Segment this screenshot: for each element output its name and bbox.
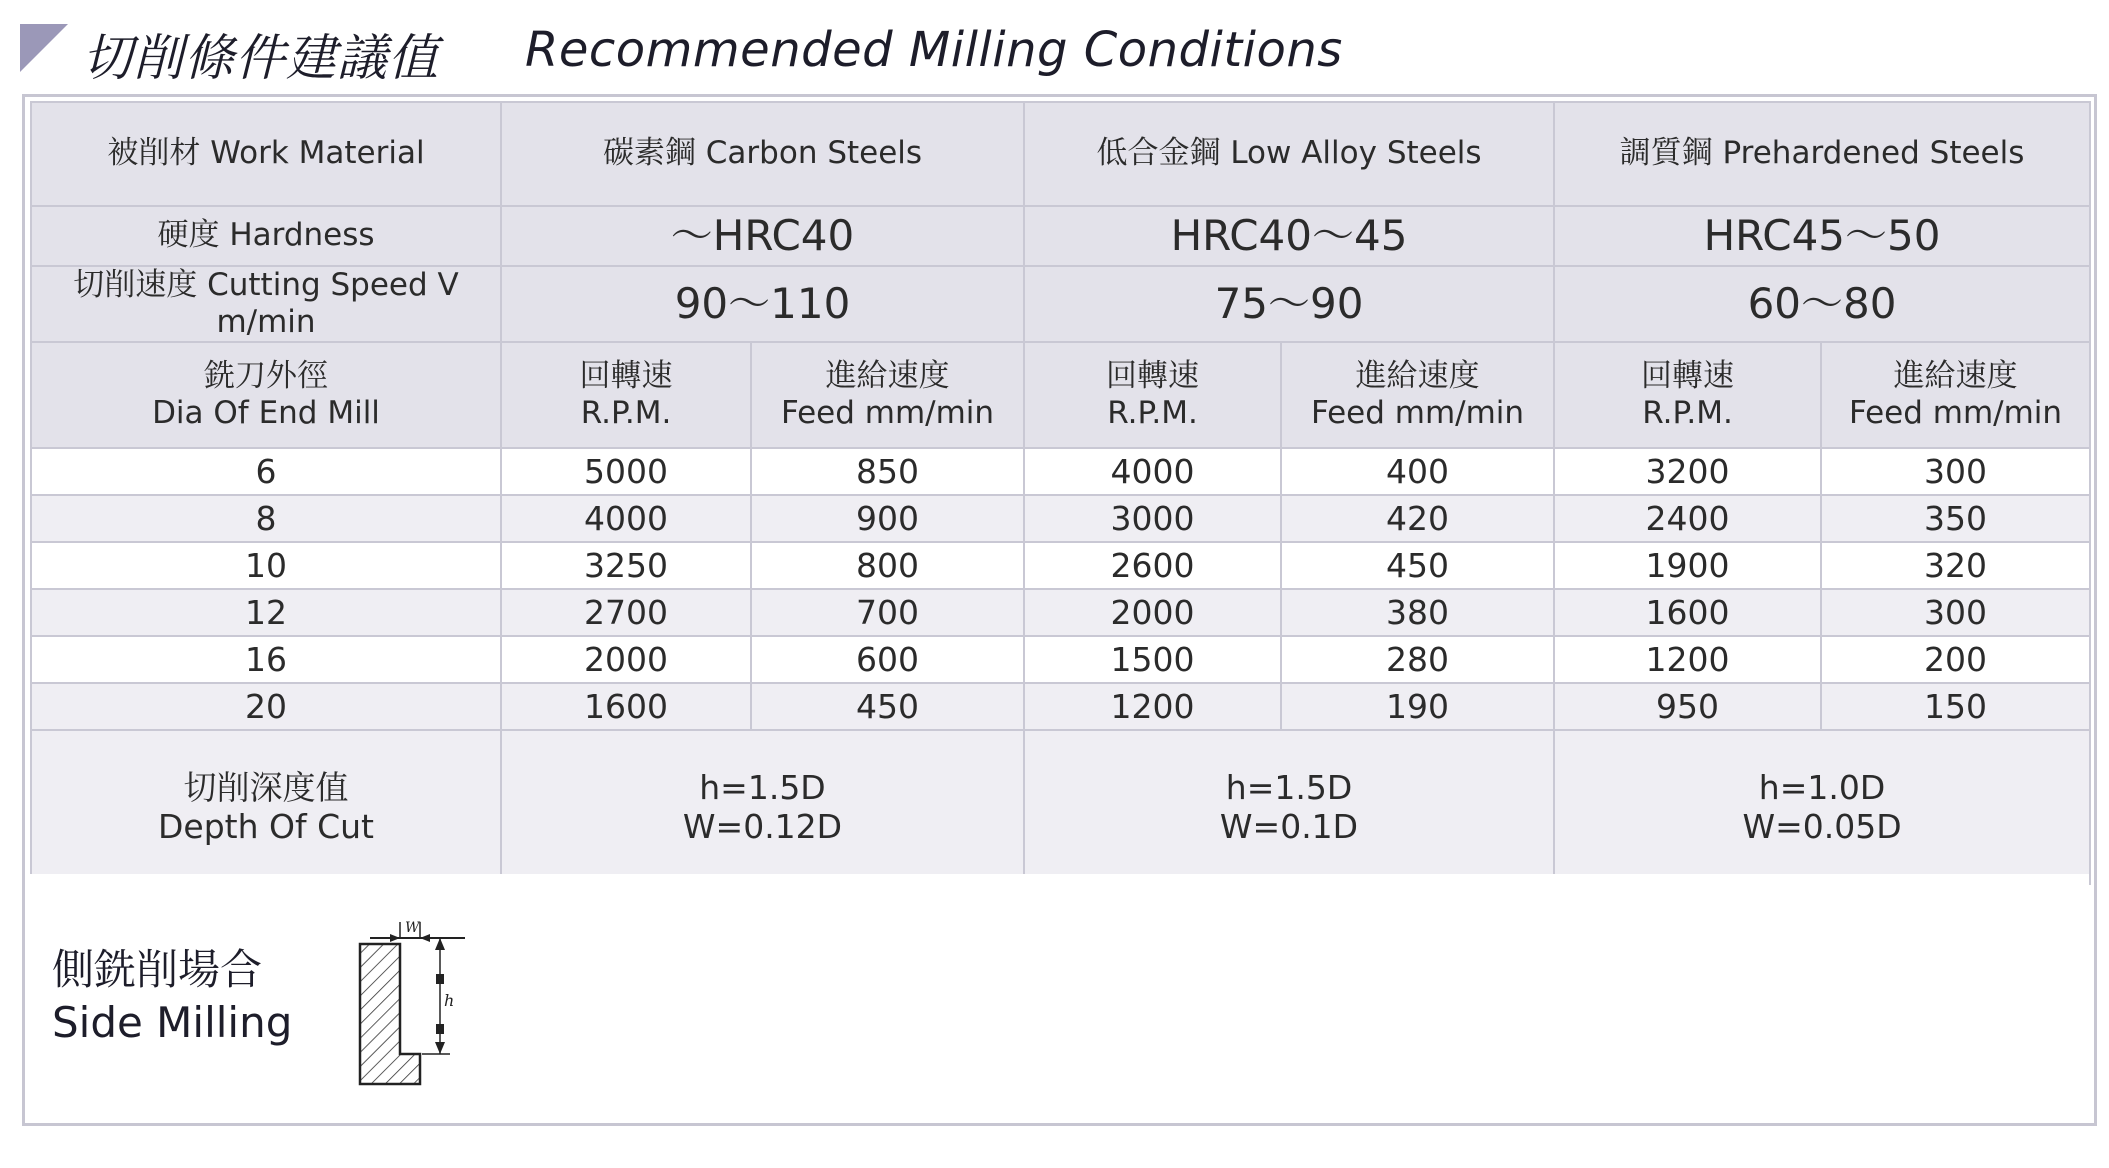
low-alloy-rpm-cell: 3000 (1024, 495, 1281, 542)
dia-cell: 8 (31, 495, 501, 542)
feed-header-zh: 進給速度 (1893, 358, 2018, 395)
table-row (31, 683, 2090, 730)
depth-low-alloy (1024, 730, 1554, 884)
low-alloy-feed-cell: 420 (1281, 495, 1554, 542)
depth-w-value: W=0.1D (1219, 807, 1359, 847)
depth-h-value: h=1.0D (1758, 767, 1886, 807)
prehardened-feed-cell: 200 (1821, 636, 2090, 683)
rpm-header-en: R.P.M. (580, 395, 672, 432)
dia-header (31, 342, 501, 448)
table-row (31, 542, 2090, 589)
w-arrow-left-icon (390, 934, 400, 942)
hardness-prehardened: HRC45～50 (1554, 206, 2090, 266)
speed-carbon: 90～110 (501, 266, 1024, 342)
h-tick-top (436, 974, 444, 984)
rpm-header-zh: 回轉速 (579, 358, 673, 395)
rpm-header (501, 342, 751, 448)
side-milling-en: Side Milling (52, 997, 293, 1047)
hardness-label: 硬度 Hardness (31, 206, 501, 266)
prehardened-rpm-cell: 3200 (1554, 448, 1821, 495)
low-alloy-rpm-cell: 1500 (1024, 636, 1281, 683)
carbon-rpm-cell: 5000 (501, 448, 751, 495)
depth-h-value: h=1.5D (699, 767, 826, 807)
h-tick-bottom (436, 1024, 444, 1034)
feed-header-en: Feed mm/min (1848, 395, 2063, 432)
carbon-rpm-cell: 1600 (501, 683, 751, 730)
depth-h-value: h=1.5D (1225, 767, 1353, 807)
hardness-carbon: ～HRC40 (501, 206, 1024, 266)
cutting-speed-row (31, 266, 2090, 342)
prehardened-rpm-cell: 1600 (1554, 589, 1821, 636)
w-arrow-right-icon (420, 934, 430, 942)
table-row (31, 636, 2090, 683)
table-row (31, 589, 2090, 636)
carbon-feed-cell: 450 (751, 683, 1024, 730)
feed-header (1821, 342, 2090, 448)
prehardened-feed-cell: 350 (1821, 495, 2090, 542)
material-prehardened-steels: 調質鋼 Prehardened Steels (1554, 102, 2090, 206)
carbon-rpm-cell: 2000 (501, 636, 751, 683)
depth-of-cut-row (31, 730, 2090, 884)
low-alloy-feed-cell: 400 (1281, 448, 1554, 495)
rpm-header-en: R.P.M. (1642, 395, 1733, 432)
feed-header-en: Feed mm/min (780, 395, 995, 432)
dia-cell: 6 (31, 448, 501, 495)
carbon-feed-cell: 700 (751, 589, 1024, 636)
low-alloy-feed-cell: 380 (1281, 589, 1554, 636)
depth-w-value: W=0.05D (1742, 807, 1902, 847)
column-header-row (31, 342, 2090, 448)
prehardened-feed-cell: 320 (1821, 542, 2090, 589)
feed-header-zh: 進給速度 (825, 358, 950, 395)
depth-of-cut-label (31, 730, 501, 884)
depth-w-value: W=0.12D (682, 807, 843, 847)
feed-header-zh: 進給速度 (1355, 358, 1480, 395)
low-alloy-rpm-cell: 1200 (1024, 683, 1281, 730)
h-arrow-bottom-icon (435, 1042, 445, 1054)
dia-header-zh: 銑刀外徑 (204, 358, 328, 395)
depth-prehardened (1554, 730, 2090, 884)
material-carbon-steels: 碳素鋼 Carbon Steels (501, 102, 1024, 206)
carbon-rpm-cell: 4000 (501, 495, 751, 542)
carbon-rpm-cell: 3250 (501, 542, 751, 589)
work-material-label: 被削材 Work Material (31, 102, 501, 206)
carbon-feed-cell: 850 (751, 448, 1024, 495)
title-english: Recommended Milling Conditions (525, 22, 1343, 78)
material-low-alloy-steels: 低合金鋼 Low Alloy Steels (1024, 102, 1554, 206)
carbon-feed-cell: 900 (751, 495, 1024, 542)
dia-cell: 16 (31, 636, 501, 683)
rpm-header-zh: 回轉速 (1106, 358, 1200, 395)
dia-cell: 10 (31, 542, 501, 589)
h-dimension-mark: h (444, 991, 455, 1010)
feed-header (751, 342, 1024, 448)
dia-cell: 12 (31, 589, 501, 636)
low-alloy-feed-cell: 280 (1281, 636, 1554, 683)
prehardened-feed-cell: 150 (1821, 683, 2090, 730)
side-milling-label (52, 944, 292, 1049)
side-milling-section (30, 874, 2089, 1118)
low-alloy-feed-cell: 450 (1281, 542, 1554, 589)
low-alloy-feed-cell: 190 (1281, 683, 1554, 730)
dia-header-en: Dia Of End Mill (152, 395, 380, 432)
table-row (31, 495, 2090, 542)
carbon-feed-cell: 800 (751, 542, 1024, 589)
table-row (31, 448, 2090, 495)
dia-cell: 20 (31, 683, 501, 730)
speed-low-alloy: 75～90 (1024, 266, 1554, 342)
low-alloy-rpm-cell: 2600 (1024, 542, 1281, 589)
prehardened-feed-cell: 300 (1821, 448, 2090, 495)
page-title (20, 18, 1420, 87)
prehardened-rpm-cell: 950 (1554, 683, 1821, 730)
workpiece-shape (360, 944, 420, 1084)
depth-label-zh: 切削深度值 (183, 767, 349, 807)
low-alloy-rpm-cell: 4000 (1024, 448, 1281, 495)
rpm-header (1024, 342, 1281, 448)
low-alloy-rpm-cell: 2000 (1024, 589, 1281, 636)
prehardened-feed-cell: 300 (1821, 589, 2090, 636)
prehardened-rpm-cell: 1200 (1554, 636, 1821, 683)
material-header-row (31, 102, 2090, 206)
w-dimension-mark: W (405, 920, 420, 936)
rpm-header-zh: 回轉速 (1641, 358, 1735, 395)
hardness-low-alloy: HRC40～45 (1024, 206, 1554, 266)
milling-conditions-table (30, 101, 2091, 885)
cutting-speed-label: 切削速度 Cutting Speed V m/min (31, 266, 501, 342)
title-chinese: 切削條件建議值 (82, 29, 439, 87)
depth-carbon (501, 730, 1024, 884)
depth-label-en: Depth Of Cut (158, 807, 374, 847)
rpm-header-en: R.P.M. (1107, 395, 1198, 432)
rpm-header (1554, 342, 1821, 448)
carbon-feed-cell: 600 (751, 636, 1024, 683)
title-triangle-icon (20, 24, 68, 72)
speed-prehardened: 60～80 (1554, 266, 2090, 342)
side-milling-diagram (310, 904, 570, 1104)
side-milling-zh: 側銑削場合 (52, 945, 263, 994)
prehardened-rpm-cell: 1900 (1554, 542, 1821, 589)
hardness-row (31, 206, 2090, 266)
feed-header (1281, 342, 1554, 448)
h-arrow-top-icon (435, 938, 445, 950)
prehardened-rpm-cell: 2400 (1554, 495, 1821, 542)
carbon-rpm-cell: 2700 (501, 589, 751, 636)
feed-header-en: Feed mm/min (1310, 395, 1525, 432)
